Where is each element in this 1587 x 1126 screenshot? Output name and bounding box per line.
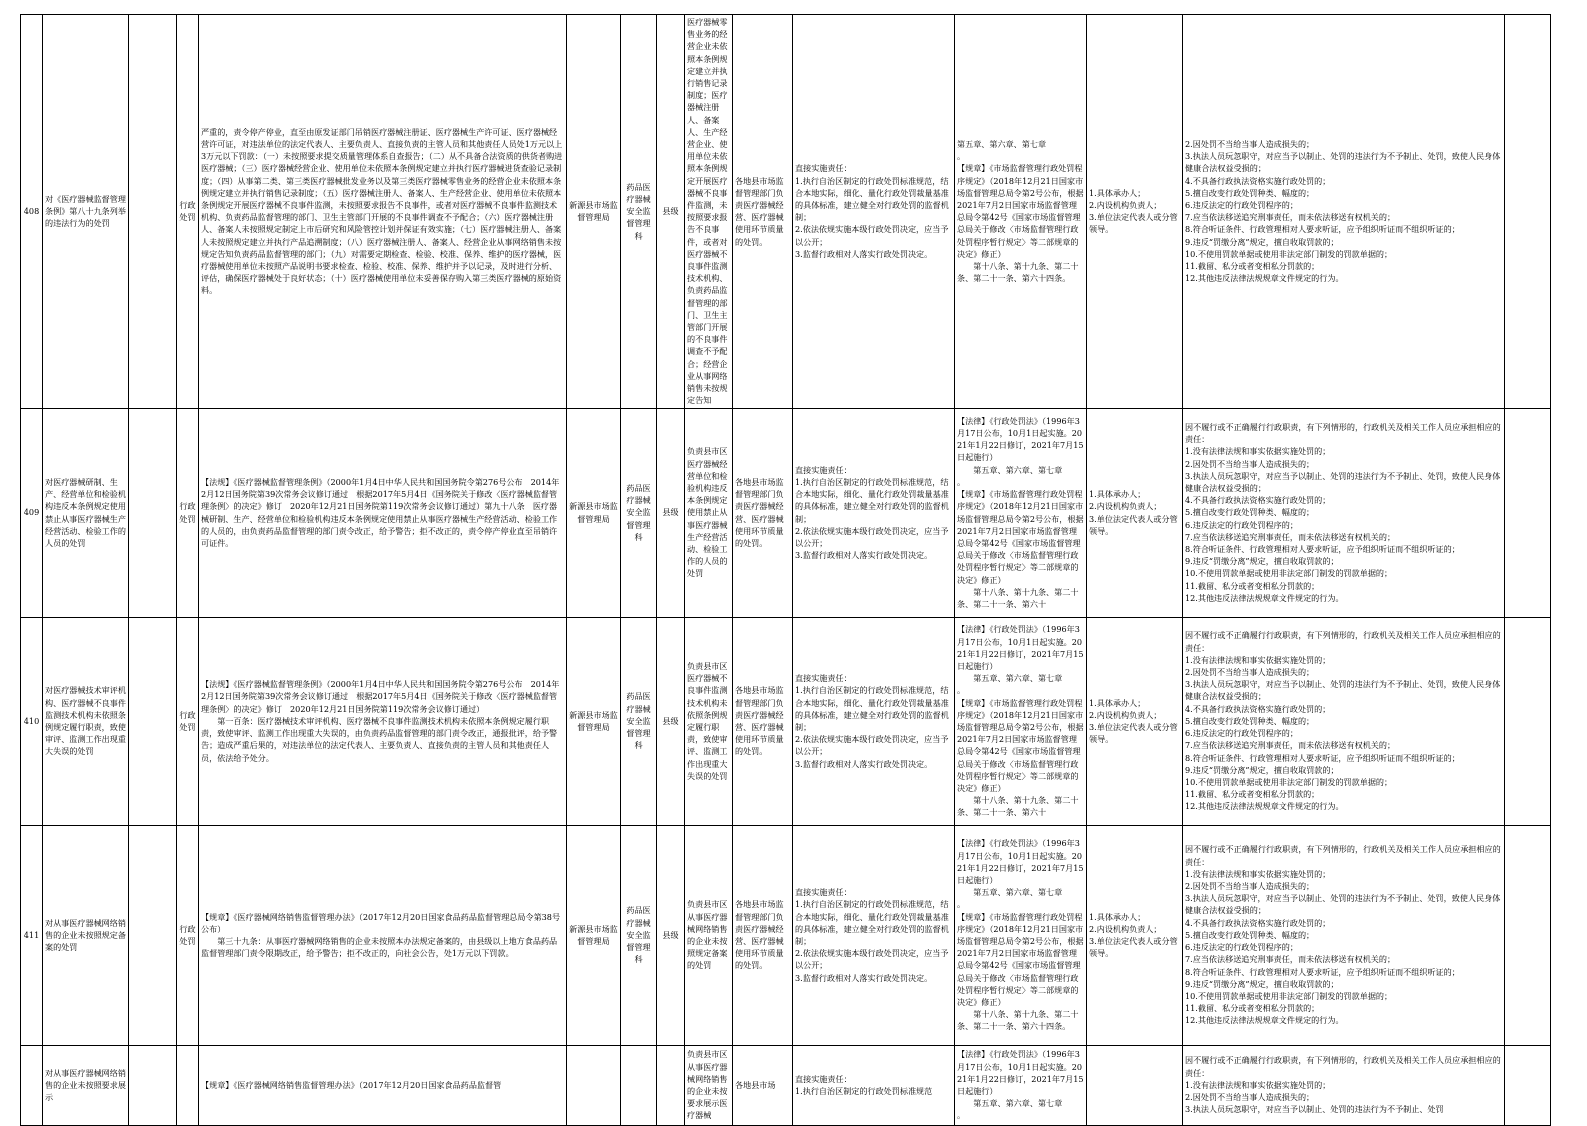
row-number: 408 bbox=[21, 15, 43, 409]
responsible-department bbox=[621, 1045, 657, 1125]
remarks-cell bbox=[1505, 15, 1551, 409]
implementing-agency: 新源县市场监督管理局 bbox=[567, 408, 621, 617]
implementation-responsibility: 直接实施责任： 1.执行自治区制定的行政处罚标准规范，结合本地实际，细化、量化行政处罚裁量基准的具体标准，建立健全对行政处罚的监督机制； 2.依法依规实施本级行政处罚决定，应当予以公开； 3.监督行政相对人落实行政处罚决定。 bbox=[793, 825, 955, 1045]
table-row bbox=[21, 408, 1551, 617]
responsibility-division: 各地县市场监督管理部门负责医疗器械经营、医疗器械使用环节质量的处罚。 bbox=[733, 617, 793, 825]
duty-scope: 负责县市区医疗器械经营单位和检验机构违反本条例规定使用禁止从事医疗器械生产经营活动、检验工作的人员的处罚 bbox=[685, 408, 733, 617]
liability-basis: 【法律】《行政处罚法》（1996年3月17日公布，10月1日起实施。2021年1月22日修订，2021年7月15日起施行） 第五章、第六章、第七章 。 bbox=[955, 1045, 1087, 1125]
responsible-department: 药品医疗器械安全监督管理科 bbox=[621, 408, 657, 617]
implementation-responsibility: 直接实施责任： 1.执行自治区制定的行政处罚标准规范 bbox=[793, 1045, 955, 1125]
item-type: 行政处罚 bbox=[177, 15, 199, 409]
implementation-responsibility: 直接实施责任： 1.执行自治区制定的行政处罚标准规范，结合本地实际，细化、量化行政处罚裁量基准的具体标准，建立健全对行政处罚的监督机制； 2.依法依规实施本级行政处罚决定，应当予以公开； 3.监督行政相对人落实行政处罚决定。 bbox=[793, 15, 955, 409]
table-row bbox=[21, 825, 1551, 1045]
duty-scope: 医疗器械零售业务的经营企业未依照本条例规定建立并执行销售记录制度；医疗器械注册人、备案人、生产经营企业、使用单位未依照本条例规定开展医疗器械不良事件监测，未按照要求报告不良事件，或者对医疗器械不良事件监测技术机构、负责药品监督管理的部门、卫生主管部门开展的不良事件调查不予配合；经营企业从事网络销售未按规定告知 bbox=[685, 15, 733, 409]
legal-basis: 【法规】《医疗器械监督管理条例》（2000年1月4日中华人民共和国国务院令第276号公布 2014年2月12日国务院第39次常务会议修订通过 根据2017年5月4日《国务院关于修改〈医疗器械监督管理条例〉的决定》修订 2020年12月21日国务院第119次常务会议修订通过）第九十八条 医疗器械研制、生产、经营单位和检验机构违反本条例规定使用禁止从事医疗器械生产经营活动、检验工作的人员的，由负责药品监督管理的部门责令改正，给予警告；拒不改正的，责令停产停业直至吊销许可证件。 bbox=[199, 408, 567, 617]
table-row bbox=[21, 617, 1551, 825]
implementation-responsibility: 直接实施责任： 1.执行自治区制定的行政处罚标准规范，结合本地实际，细化、量化行政处罚裁量基准的具体标准，建立健全对行政处罚的监督机制； 2.依法依规实施本级行政处罚决定，应当予以公开； 3.监督行政相对人落实行政处罚决定。 bbox=[793, 617, 955, 825]
exercise-level: 县级 bbox=[657, 408, 685, 617]
item-name: 对《医疗器械监督管理条例》第八十九条列举的违法行为的处罚 bbox=[43, 15, 129, 409]
remarks-cell bbox=[1505, 1045, 1551, 1125]
item-name: 对医疗器械研制、生产、经营单位和检验机构违反本条例规定使用禁止从事医疗器械生产经营活动、检验工作的人员的处罚 bbox=[43, 408, 129, 617]
responsible-person: 1.具体承办人； 2.内设机构负责人； 3.单位法定代表人或分管领导。 bbox=[1087, 15, 1183, 409]
implementing-agency bbox=[567, 1045, 621, 1125]
blank-cell bbox=[129, 825, 177, 1045]
responsible-person: 1.具体承办人； 2.内设机构负责人； 3.单位法定代表人或分管领导。 bbox=[1087, 825, 1183, 1045]
liability-basis: 【法律】《行政处罚法》（1996年3月17日公布，10月1日起实施。2021年1月22日修订，2021年7月15日起施行） 第五章、第六章、第七章 。 【规章】《市场监督管理行政处罚程序规定》（2018年12月21日国家市场监督管理总局令第2号公布，根据2021年7月2日国家市场监督管理总局令第42号《国家市场监督管理总局关于修改〈市场监督管理行政处罚程序暂行规定〉等二部规章的决定》修正） 第十八条、第十九条、第二十条、第二十一条、第六十 bbox=[955, 408, 1087, 617]
blank-cell bbox=[129, 408, 177, 617]
responsible-department: 药品医疗器械安全监督管理科 bbox=[621, 825, 657, 1045]
legal-basis: 严重的，责令停产停业，直至由原发证部门吊销医疗器械注册证、医疗器械生产许可证、医疗器械经营许可证，对违法单位的法定代表人、主要负责人、直接负责的主管人员和其他责任人员处1万元以上3万元以下罚款：（一）未按照要求提交质量管理体系自查报告；（二）从不具备合法资质的供货者购进医疗器械；（三）医疗器械经营企业、使用单位未依照本条例规定建立并执行医疗器械进货查验记录制度；（四）从事第二类、第三类医疗器械批发业务以及第三类医疗器械零售业务的经营企业未依照本条例规定建立并执行销售记录制度；（五）医疗器械注册人、备案人、生产经营企业、使用单位未依照本条例规定开展医疗器械不良事件监测，未按照要求报告不良事件，或者对医疗器械不良事件监测技术机构、负责药品监督管理的部门、卫生主管部门开展的不良事件调查不予配合；（六）医疗器械注册人、备案人未按照规定制定上市后研究和风险管控计划并保证有效实施；（七）医疗器械注册人、备案人未按照规定建立并执行产品追溯制度；（八）医疗器械注册人、备案人、经营企业从事网络销售未按规定告知负责药品监督管理的部门；（九）对需要定期检查、检验、校准、保养、维护的医疗器械，医疗器械使用单位未按照产品说明书要求检查、检验、校准、保养、维护并予以记录，及时进行分析、评估，确保医疗器械处于良好状态；（十）医疗器械使用单位未妥善保存购入第三类医疗器械的原始资料。 bbox=[199, 15, 567, 409]
exercise-level: 县级 bbox=[657, 825, 685, 1045]
implementation-responsibility: 直接实施责任： 1.执行自治区制定的行政处罚标准规范，结合本地实际，细化、量化行政处罚裁量基准的具体标准，建立健全对行政处罚的监督机制； 2.依法依规实施本级行政处罚决定，应当予以公开； 3.监督行政相对人落实行政处罚决定。 bbox=[793, 408, 955, 617]
liability-basis: 第五章、第六章、第七章 。 【规章】《市场监督管理行政处罚程序规定》（2018年12月21日国家市场监督管理总局令第2号公布，根据2021年7月2日国家市场监督管理总局令第42号《国家市场监督管理总局关于修改〈市场监督管理行政处罚程序暂行规定〉等二部规章的决定》修正） 第十八条、第十九条、第二十条、第二十一条、第六十四条。 bbox=[955, 15, 1087, 409]
exercise-level bbox=[657, 1045, 685, 1125]
item-name: 对从事医疗器械网络销售的企业未按照要求展示 bbox=[43, 1045, 129, 1125]
remarks-cell bbox=[1505, 617, 1551, 825]
blank-cell bbox=[129, 1045, 177, 1125]
responsibility-division: 各地县市场监督管理部门负责医疗器械经营、医疗器械使用环节质量的处罚。 bbox=[733, 15, 793, 409]
item-name: 对从事医疗器械网络销售的企业未按照规定备案的处罚 bbox=[43, 825, 129, 1045]
exercise-level: 县级 bbox=[657, 617, 685, 825]
legal-basis: 【规章】《医疗器械网络销售监督管理办法》（2017年12月20日国家食品药品监督管理总局令第38号公布） 第三十九条：从事医疗器械网络销售的企业未按照本办法规定备案的，由县级以上地方食品药品监督管理部门责令限期改正，给予警告；拒不改正的，向社会公告，处1万元以下罚款。 bbox=[199, 825, 567, 1045]
responsible-person: 1.具体承办人； 2.内设机构负责人； 3.单位法定代表人或分管领导。 bbox=[1087, 408, 1183, 617]
implementing-agency: 新源县市场监督管理局 bbox=[567, 617, 621, 825]
responsibility-division: 各地县市场 bbox=[733, 1045, 793, 1125]
item-type bbox=[177, 1045, 199, 1125]
table-row bbox=[21, 15, 1551, 409]
liability-basis: 【法律】《行政处罚法》（1996年3月17日公布，10月1日起实施。2021年1月22日修订，2021年7月15日起施行） 第五章、第六章、第七章 。 【规章】《市场监督管理行政处罚程序规定》（2018年12月21日国家市场监督管理总局令第2号公布，根据2021年7月2日国家市场监督管理总局令第42号《国家市场监督管理总局关于修改〈市场监督管理行政处罚程序暂行规定〉等二部规章的决定》修正） 第十八条、第十九条、第二十条、第二十一条、第六十 bbox=[955, 617, 1087, 825]
responsible-person bbox=[1087, 1045, 1183, 1125]
blank-cell bbox=[129, 15, 177, 409]
accountability-cases: 因不履行或不正确履行行政职责，有下列情形的，行政机关及相关工作人员应承担相应的责任： 1.没有法律法规和事实依据实施处罚的； 2.因处罚不当给当事人造成损失的； 3.执法人员玩忽职守，对应当予以制止、处罚的违法行为不予制止、处罚，致使人民身体健康合法权益受损的； 4.不具备行政执法资格实施行政处罚的； 5.擅自改变行政处罚种类、幅度的； 6.违反法定的行政处罚程序的； 7.应当依法移送追究刑事责任，而未依法移送有权机关的； 8.符合听证条件、行政管理相对人要求听证，应予组织听证而不组织听证的； 9.违反“罚缴分离”规定，擅自收取罚款的； 10.不使用罚款单据或使用非法定部门制发的罚款单据的； 11.截留、私分或者变相私分罚款的； 12.其他违反法律法规规章文件规定的行为。 bbox=[1183, 617, 1505, 825]
accountability-cases: 因不履行或不正确履行行政职责，有下列情形的，行政机关及相关工作人员应承担相应的责任： 1.没有法律法规和事实依据实施处罚的； 2.因处罚不当给当事人造成损失的； 3.执法人员玩忽职守，对应当予以制止、处罚的违法行为不予制止、处罚 bbox=[1183, 1045, 1505, 1125]
accountability-cases: 因不履行或不正确履行行政职责，有下列情形的，行政机关及相关工作人员应承担相应的责任： 1.没有法律法规和事实依据实施处罚的； 2.因处罚不当给当事人造成损失的； 3.执法人员玩忽职守，对应当予以制止、处罚的违法行为不予制止、处罚，致使人民身体健康合法权益受损的； 4.不具备行政执法资格实施行政处罚的； 5.擅自改变行政处罚种类、幅度的； 6.违反法定的行政处罚程序的； 7.应当依法移送追究刑事责任，而未依法移送有权机关的； 8.符合听证条件、行政管理相对人要求听证，应予组织听证而不组织听证的； 9.违反“罚缴分离”规定，擅自收取罚款的； 10.不使用罚款单据或使用非法定部门制发的罚款单据的； 11.截留、私分或者变相私分罚款的； 12.其他违反法律法规规章文件规定的行为。 bbox=[1183, 408, 1505, 617]
responsible-department: 药品医疗器械安全监督管理科 bbox=[621, 617, 657, 825]
item-type: 行政处罚 bbox=[177, 408, 199, 617]
table-row bbox=[21, 1045, 1551, 1125]
duty-scope: 负责县市区医疗器械不良事件监测技术机构未依照条例规定履行职责，致使审评、监测工作出现重大失误的处罚 bbox=[685, 617, 733, 825]
item-type: 行政处罚 bbox=[177, 825, 199, 1045]
legal-basis: 【规章】《医疗器械网络销售监督管理办法》（2017年12月20日国家食品药品监督管 bbox=[199, 1045, 567, 1125]
item-type: 行政处罚 bbox=[177, 617, 199, 825]
responsibility-division: 各地县市场监督管理部门负责医疗器械经营、医疗器械使用环节质量的处罚。 bbox=[733, 825, 793, 1045]
liability-basis: 【法律】《行政处罚法》（1996年3月17日公布，10月1日起实施。2021年1月22日修订，2021年7月15日起施行） 第五章、第六章、第七章 。 【规章】《市场监督管理行政处罚程序规定》（2018年12月21日国家市场监督管理总局令第2号公布，根据2021年7月2日国家市场监督管理总局令第42号《国家市场监督管理总局关于修改〈市场监督管理行政处罚程序暂行规定〉等二部规章的决定》修正） 第十八条、第十九条、第二十条、第二十一条、第六十四条。 bbox=[955, 825, 1087, 1045]
exercise-level: 县级 bbox=[657, 15, 685, 409]
row-number: 409 bbox=[21, 408, 43, 617]
remarks-cell bbox=[1505, 825, 1551, 1045]
row-number: 410 bbox=[21, 617, 43, 825]
row-number: 411 bbox=[21, 825, 43, 1045]
accountability-cases: 因不履行或不正确履行行政职责，有下列情形的，行政机关及相关工作人员应承担相应的责任： 1.没有法律法规和事实依据实施处罚的； 2.因处罚不当给当事人造成损失的； 3.执法人员玩忽职守，对应当予以制止、处罚的违法行为不予制止、处罚，致使人民身体健康合法权益受损的； 4.不具备行政执法资格实施行政处罚的； 5.擅自改变行政处罚种类、幅度的； 6.违反法定的行政处罚程序的； 7.应当依法移送追究刑事责任，而未依法移送有权机关的； 8.符合听证条件、行政管理相对人要求听证，应予组织听证而不组织听证的； 9.违反“罚缴分离”规定，擅自收取罚款的； 10.不使用罚款单据或使用非法定部门制发的罚款单据的； 11.截留、私分或者变相私分罚款的； 12.其他违反法律法规规章文件规定的行为。 bbox=[1183, 825, 1505, 1045]
item-name: 对医疗器械技术审评机构、医疗器械不良事件监测技术机构未依照条例规定履行职责，致使审评、监测工作出现重大失误的处罚 bbox=[43, 617, 129, 825]
responsibility-division: 各地县市场监督管理部门负责医疗器械经营、医疗器械使用环节质量的处罚。 bbox=[733, 408, 793, 617]
blank-cell bbox=[129, 617, 177, 825]
accountability-cases: 2.因处罚不当给当事人造成损失的； 3.执法人员玩忽职守，对应当予以制止、处罚的违法行为不予制止、处罚，致使人民身体健康合法权益受损的； 4.不具备行政执法资格实施行政处罚的； 5.擅自改变行政处罚种类、幅度的； 6.违反法定的行政处罚程序的； 7.应当依法移送追究刑事责任，而未依法移送有权机关的； 8.符合听证条件、行政管理相对人要求听证，应予组织听证而不组织听证的； 9.违反“罚缴分离”规定，擅自收取罚款的； 10.不使用罚款单据或使用非法定部门制发的罚款单据的； 11.截留、私分或者变相私分罚款的； 12.其他违反法律法规规章文件规定的行为。 bbox=[1183, 15, 1505, 409]
duty-scope: 负责县市区从事医疗器械网络销售的企业未按照规定备案的处罚 bbox=[685, 825, 733, 1045]
penalty-table bbox=[20, 14, 1551, 1126]
responsible-person: 1.具体承办人； 2.内设机构负责人； 3.单位法定代表人或分管领导。 bbox=[1087, 617, 1183, 825]
responsible-department: 药品医疗器械安全监督管理科 bbox=[621, 15, 657, 409]
implementing-agency: 新源县市场监督管理局 bbox=[567, 15, 621, 409]
row-number bbox=[21, 1045, 43, 1125]
legal-basis: 【法规】《医疗器械监督管理条例》（2000年1月4日中华人民共和国国务院令第276号公布 2014年2月12日国务院第39次常务会议修订通过 根据2017年5月4日《国务院关于修改〈医疗器械监督管理条例〉的决定》修订 2020年12月21日国务院第119次常务会议修订通过） 第一百条：医疗器械技术审评机构、医疗器械不良事件监测技术机构未依照本条例规定履行职责，致使审评、监测工作出现重大失误的，由负责药品监督管理的部门责令改正，通报批评，给予警告；造成严重后果的，对违法单位的法定代表人、主要负责人、直接负责的主管人员和其他责任人员，依法给予处分。 bbox=[199, 617, 567, 825]
implementing-agency: 新源县市场监督管理局 bbox=[567, 825, 621, 1045]
duty-scope: 负责县市区从事医疗器械网络销售的企业未按要求展示医疗器械 bbox=[685, 1045, 733, 1125]
remarks-cell bbox=[1505, 408, 1551, 617]
